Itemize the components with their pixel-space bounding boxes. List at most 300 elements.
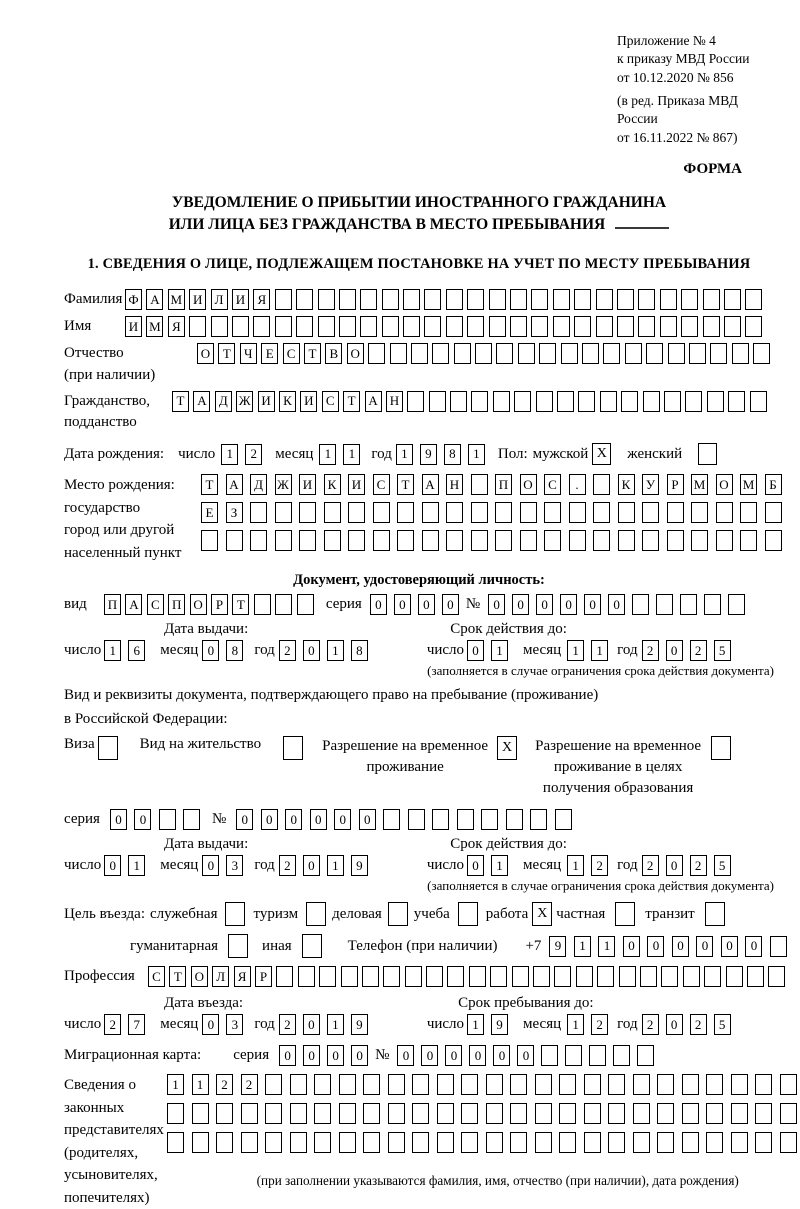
char-cell[interactable]: 2	[279, 855, 296, 876]
char-cell[interactable]	[383, 966, 400, 987]
char-cell[interactable]	[660, 316, 677, 337]
char-cell[interactable]	[704, 966, 721, 987]
char-cell[interactable]: Ж	[236, 391, 253, 412]
char-cell[interactable]: 0	[536, 594, 553, 615]
char-cell[interactable]: О	[520, 474, 537, 495]
char-cell[interactable]: 0	[421, 1045, 438, 1066]
char-cell[interactable]: О	[347, 343, 364, 364]
char-cell[interactable]	[643, 391, 660, 412]
char-cell[interactable]: 0	[303, 855, 320, 876]
char-cell[interactable]	[506, 809, 523, 830]
char-cell[interactable]	[582, 343, 599, 364]
char-cell[interactable]: Н	[386, 391, 403, 412]
purpose-study-checkbox[interactable]	[458, 902, 478, 926]
char-cell[interactable]	[383, 809, 400, 830]
char-cell[interactable]: 0	[517, 1045, 534, 1066]
char-cell[interactable]	[561, 343, 578, 364]
char-cell[interactable]: .	[569, 474, 586, 495]
purpose-other-checkbox[interactable]	[302, 934, 322, 958]
char-cell[interactable]	[241, 1132, 258, 1153]
char-cell[interactable]	[642, 530, 659, 551]
char-cell[interactable]	[618, 502, 635, 523]
char-cell[interactable]	[159, 809, 176, 830]
char-cell[interactable]: Я	[234, 966, 251, 987]
char-cell[interactable]	[461, 1132, 478, 1153]
char-cell[interactable]	[167, 1132, 184, 1153]
char-cell[interactable]	[339, 316, 356, 337]
char-cell[interactable]	[596, 289, 613, 310]
char-cell[interactable]: П	[104, 594, 121, 615]
char-cell[interactable]: 3	[226, 855, 243, 876]
char-cell[interactable]	[535, 1132, 552, 1153]
char-cell[interactable]	[475, 343, 492, 364]
char-cell[interactable]	[668, 343, 685, 364]
char-cell[interactable]: С	[283, 343, 300, 364]
char-cell[interactable]	[360, 316, 377, 337]
char-cell[interactable]	[216, 1132, 233, 1153]
char-cell[interactable]	[682, 1103, 699, 1124]
char-cell[interactable]	[633, 1132, 650, 1153]
char-cell[interactable]: 1	[591, 640, 608, 661]
char-cell[interactable]	[747, 966, 764, 987]
char-cell[interactable]	[314, 1103, 331, 1124]
char-cell[interactable]	[555, 809, 572, 830]
char-cell[interactable]: С	[148, 966, 165, 987]
char-cell[interactable]	[253, 316, 270, 337]
char-cell[interactable]: И	[300, 391, 317, 412]
char-cell[interactable]: Т	[201, 474, 218, 495]
char-cell[interactable]	[559, 1103, 576, 1124]
char-cell[interactable]	[493, 391, 510, 412]
char-cell[interactable]: 0	[467, 855, 484, 876]
char-cell[interactable]: 0	[418, 594, 435, 615]
char-cell[interactable]	[447, 966, 464, 987]
char-cell[interactable]	[608, 1103, 625, 1124]
char-cell[interactable]	[716, 502, 733, 523]
char-cell[interactable]: М	[740, 474, 757, 495]
char-cell[interactable]	[603, 343, 620, 364]
char-cell[interactable]	[765, 502, 782, 523]
char-cell[interactable]	[681, 316, 698, 337]
char-cell[interactable]	[412, 1103, 429, 1124]
char-cell[interactable]: 0	[488, 594, 505, 615]
char-cell[interactable]	[496, 343, 513, 364]
char-cell[interactable]	[638, 289, 655, 310]
char-cell[interactable]	[424, 289, 441, 310]
char-cell[interactable]	[613, 1045, 630, 1066]
purpose-official-checkbox[interactable]	[225, 902, 245, 926]
char-cell[interactable]	[226, 530, 243, 551]
char-cell[interactable]: 1	[598, 936, 615, 957]
char-cell[interactable]	[348, 530, 365, 551]
char-cell[interactable]	[731, 1132, 748, 1153]
char-cell[interactable]	[646, 343, 663, 364]
char-cell[interactable]: М	[691, 474, 708, 495]
char-cell[interactable]	[780, 1132, 797, 1153]
char-cell[interactable]	[510, 1132, 527, 1153]
char-cell[interactable]: П	[168, 594, 185, 615]
char-cell[interactable]: Ч	[240, 343, 257, 364]
purpose-private-checkbox[interactable]	[615, 902, 635, 926]
char-cell[interactable]	[520, 530, 537, 551]
char-cell[interactable]: И	[125, 316, 142, 337]
char-cell[interactable]: 0	[310, 809, 327, 830]
char-cell[interactable]: Я	[168, 316, 185, 337]
char-cell[interactable]: 3	[226, 1014, 243, 1035]
char-cell[interactable]: Р	[255, 966, 272, 987]
char-cell[interactable]	[617, 316, 634, 337]
char-cell[interactable]: 2	[642, 855, 659, 876]
char-cell[interactable]: 2	[279, 640, 296, 661]
char-cell[interactable]	[557, 391, 574, 412]
char-cell[interactable]	[750, 391, 767, 412]
char-cell[interactable]	[189, 316, 206, 337]
char-cell[interactable]: М	[146, 316, 163, 337]
char-cell[interactable]	[275, 530, 292, 551]
char-cell[interactable]	[576, 966, 593, 987]
char-cell[interactable]	[514, 391, 531, 412]
char-cell[interactable]	[412, 1074, 429, 1095]
char-cell[interactable]	[373, 530, 390, 551]
char-cell[interactable]	[339, 1132, 356, 1153]
char-cell[interactable]: 0	[397, 1045, 414, 1066]
char-cell[interactable]	[559, 1132, 576, 1153]
char-cell[interactable]: 0	[202, 1014, 219, 1035]
char-cell[interactable]	[565, 1045, 582, 1066]
char-cell[interactable]	[407, 391, 424, 412]
char-cell[interactable]	[593, 502, 610, 523]
char-cell[interactable]	[755, 1132, 772, 1153]
char-cell[interactable]: Т	[169, 966, 186, 987]
char-cell[interactable]	[192, 1132, 209, 1153]
char-cell[interactable]	[276, 966, 293, 987]
char-cell[interactable]: 0	[110, 809, 127, 830]
char-cell[interactable]: 0	[351, 1045, 368, 1066]
char-cell[interactable]: 1	[467, 1014, 484, 1035]
char-cell[interactable]: Б	[765, 474, 782, 495]
char-cell[interactable]	[324, 502, 341, 523]
char-cell[interactable]	[531, 289, 548, 310]
char-cell[interactable]	[363, 1074, 380, 1095]
char-cell[interactable]	[768, 966, 785, 987]
char-cell[interactable]	[437, 1103, 454, 1124]
char-cell[interactable]	[490, 966, 507, 987]
char-cell[interactable]: 2	[279, 1014, 296, 1035]
char-cell[interactable]: Д	[215, 391, 232, 412]
char-cell[interactable]	[183, 809, 200, 830]
char-cell[interactable]	[770, 936, 787, 957]
char-cell[interactable]	[633, 1074, 650, 1095]
char-cell[interactable]	[518, 343, 535, 364]
char-cell[interactable]	[637, 1045, 654, 1066]
char-cell[interactable]	[432, 809, 449, 830]
char-cell[interactable]	[446, 530, 463, 551]
char-cell[interactable]	[275, 316, 292, 337]
char-cell[interactable]	[553, 316, 570, 337]
char-cell[interactable]	[290, 1103, 307, 1124]
char-cell[interactable]	[362, 966, 379, 987]
char-cell[interactable]	[318, 316, 335, 337]
char-cell[interactable]	[661, 966, 678, 987]
char-cell[interactable]: 8	[444, 444, 461, 465]
char-cell[interactable]: 9	[491, 1014, 508, 1035]
char-cell[interactable]: К	[324, 474, 341, 495]
char-cell[interactable]	[554, 966, 571, 987]
char-cell[interactable]	[703, 289, 720, 310]
char-cell[interactable]	[314, 1132, 331, 1153]
char-cell[interactable]	[265, 1074, 282, 1095]
char-cell[interactable]	[510, 1103, 527, 1124]
char-cell[interactable]: Л	[212, 966, 229, 987]
char-cell[interactable]	[584, 1132, 601, 1153]
char-cell[interactable]	[232, 316, 249, 337]
char-cell[interactable]	[657, 1132, 674, 1153]
char-cell[interactable]	[633, 1103, 650, 1124]
char-cell[interactable]	[593, 530, 610, 551]
char-cell[interactable]: И	[189, 289, 206, 310]
char-cell[interactable]	[314, 1074, 331, 1095]
char-cell[interactable]	[544, 530, 561, 551]
char-cell[interactable]	[657, 1074, 674, 1095]
char-cell[interactable]	[706, 1103, 723, 1124]
char-cell[interactable]	[467, 316, 484, 337]
char-cell[interactable]	[319, 966, 336, 987]
char-cell[interactable]	[536, 391, 553, 412]
char-cell[interactable]	[574, 316, 591, 337]
char-cell[interactable]	[732, 343, 749, 364]
char-cell[interactable]	[489, 316, 506, 337]
char-cell[interactable]	[682, 1132, 699, 1153]
char-cell[interactable]	[422, 530, 439, 551]
char-cell[interactable]	[632, 594, 649, 615]
char-cell[interactable]: 1	[327, 1014, 344, 1035]
char-cell[interactable]: 2	[216, 1074, 233, 1095]
char-cell[interactable]: 0	[334, 809, 351, 830]
char-cell[interactable]: 0	[608, 594, 625, 615]
char-cell[interactable]	[574, 289, 591, 310]
char-cell[interactable]: Р	[667, 474, 684, 495]
char-cell[interactable]	[731, 1074, 748, 1095]
char-cell[interactable]: 1	[104, 640, 121, 661]
char-cell[interactable]: 1	[491, 855, 508, 876]
char-cell[interactable]	[740, 502, 757, 523]
char-cell[interactable]	[486, 1074, 503, 1095]
char-cell[interactable]: 8	[226, 640, 243, 661]
char-cell[interactable]	[660, 289, 677, 310]
char-cell[interactable]	[584, 1103, 601, 1124]
char-cell[interactable]	[667, 530, 684, 551]
char-cell[interactable]: 0	[202, 640, 219, 661]
char-cell[interactable]	[680, 594, 697, 615]
char-cell[interactable]: 0	[493, 1045, 510, 1066]
char-cell[interactable]: 0	[303, 1045, 320, 1066]
purpose-tourism-checkbox[interactable]	[306, 902, 326, 926]
char-cell[interactable]	[290, 1074, 307, 1095]
char-cell[interactable]	[691, 502, 708, 523]
char-cell[interactable]	[254, 594, 271, 615]
char-cell[interactable]: 2	[642, 640, 659, 661]
char-cell[interactable]	[437, 1074, 454, 1095]
char-cell[interactable]	[753, 343, 770, 364]
char-cell[interactable]	[296, 289, 313, 310]
char-cell[interactable]: 0	[469, 1045, 486, 1066]
char-cell[interactable]	[422, 502, 439, 523]
char-cell[interactable]	[617, 289, 634, 310]
purpose-humanitarian-checkbox[interactable]	[228, 934, 248, 958]
char-cell[interactable]: И	[258, 391, 275, 412]
char-cell[interactable]	[471, 391, 488, 412]
char-cell[interactable]	[216, 1103, 233, 1124]
char-cell[interactable]: 1	[128, 855, 145, 876]
residence-permit-checkbox[interactable]	[283, 736, 303, 760]
char-cell[interactable]	[706, 1132, 723, 1153]
char-cell[interactable]: Д	[250, 474, 267, 495]
char-cell[interactable]	[446, 289, 463, 310]
purpose-transit-checkbox[interactable]	[705, 902, 725, 926]
char-cell[interactable]: А	[125, 594, 142, 615]
char-cell[interactable]: И	[232, 289, 249, 310]
char-cell[interactable]	[471, 530, 488, 551]
char-cell[interactable]	[318, 289, 335, 310]
char-cell[interactable]: Л	[211, 289, 228, 310]
char-cell[interactable]: 0	[442, 594, 459, 615]
char-cell[interactable]	[530, 809, 547, 830]
char-cell[interactable]	[745, 316, 762, 337]
char-cell[interactable]	[348, 502, 365, 523]
char-cell[interactable]	[368, 343, 385, 364]
char-cell[interactable]: 5	[714, 1014, 731, 1035]
char-cell[interactable]	[467, 289, 484, 310]
char-cell[interactable]	[724, 289, 741, 310]
char-cell[interactable]	[250, 530, 267, 551]
char-cell[interactable]	[726, 966, 743, 987]
char-cell[interactable]: 0	[236, 809, 253, 830]
char-cell[interactable]	[296, 316, 313, 337]
char-cell[interactable]: 0	[445, 1045, 462, 1066]
char-cell[interactable]: Я	[253, 289, 270, 310]
char-cell[interactable]: Р	[211, 594, 228, 615]
char-cell[interactable]	[512, 966, 529, 987]
char-cell[interactable]	[740, 530, 757, 551]
char-cell[interactable]	[299, 502, 316, 523]
char-cell[interactable]	[593, 474, 610, 495]
char-cell[interactable]	[339, 289, 356, 310]
char-cell[interactable]: 0	[666, 640, 683, 661]
char-cell[interactable]	[638, 316, 655, 337]
char-cell[interactable]: 1	[343, 444, 360, 465]
char-cell[interactable]: 0	[512, 594, 529, 615]
char-cell[interactable]	[657, 1103, 674, 1124]
char-cell[interactable]	[373, 502, 390, 523]
char-cell[interactable]: 0	[261, 809, 278, 830]
char-cell[interactable]: С	[373, 474, 390, 495]
char-cell[interactable]	[241, 1103, 258, 1124]
char-cell[interactable]: 1	[396, 444, 413, 465]
char-cell[interactable]	[388, 1132, 405, 1153]
char-cell[interactable]	[481, 809, 498, 830]
char-cell[interactable]: 0	[623, 936, 640, 957]
char-cell[interactable]	[405, 966, 422, 987]
char-cell[interactable]: У	[642, 474, 659, 495]
char-cell[interactable]: 0	[696, 936, 713, 957]
char-cell[interactable]: 0	[303, 1014, 320, 1035]
visa-checkbox[interactable]	[98, 736, 118, 760]
sex-female-checkbox[interactable]	[698, 443, 717, 465]
char-cell[interactable]	[290, 1132, 307, 1153]
char-cell[interactable]: 6	[128, 640, 145, 661]
temp-residence-education-checkbox[interactable]	[711, 736, 731, 760]
char-cell[interactable]: Е	[201, 502, 218, 523]
char-cell[interactable]: 2	[241, 1074, 258, 1095]
char-cell[interactable]: И	[299, 474, 316, 495]
char-cell[interactable]: 0	[745, 936, 762, 957]
char-cell[interactable]: 0	[285, 809, 302, 830]
char-cell[interactable]	[450, 391, 467, 412]
char-cell[interactable]	[619, 966, 636, 987]
char-cell[interactable]	[510, 1074, 527, 1095]
char-cell[interactable]	[275, 502, 292, 523]
char-cell[interactable]	[341, 966, 358, 987]
char-cell[interactable]: 0	[359, 809, 376, 830]
char-cell[interactable]	[469, 966, 486, 987]
char-cell[interactable]	[211, 316, 228, 337]
char-cell[interactable]	[192, 1103, 209, 1124]
char-cell[interactable]	[382, 289, 399, 310]
char-cell[interactable]: 9	[420, 444, 437, 465]
char-cell[interactable]: З	[226, 502, 243, 523]
char-cell[interactable]: С	[544, 474, 561, 495]
char-cell[interactable]: 0	[647, 936, 664, 957]
char-cell[interactable]: 1	[468, 444, 485, 465]
char-cell[interactable]	[683, 966, 700, 987]
char-cell[interactable]	[728, 594, 745, 615]
char-cell[interactable]	[424, 316, 441, 337]
char-cell[interactable]	[539, 343, 556, 364]
temp-residence-checkbox[interactable]: X	[497, 736, 517, 760]
char-cell[interactable]	[382, 316, 399, 337]
char-cell[interactable]: 8	[351, 640, 368, 661]
char-cell[interactable]: А	[422, 474, 439, 495]
char-cell[interactable]	[685, 391, 702, 412]
char-cell[interactable]: 1	[167, 1074, 184, 1095]
char-cell[interactable]	[691, 530, 708, 551]
char-cell[interactable]	[706, 1074, 723, 1095]
char-cell[interactable]: 1	[327, 640, 344, 661]
char-cell[interactable]: А	[365, 391, 382, 412]
char-cell[interactable]: О	[716, 474, 733, 495]
char-cell[interactable]	[625, 343, 642, 364]
char-cell[interactable]	[608, 1074, 625, 1095]
char-cell[interactable]: В	[325, 343, 342, 364]
char-cell[interactable]: 0	[721, 936, 738, 957]
char-cell[interactable]: 7	[128, 1014, 145, 1035]
char-cell[interactable]: 9	[549, 936, 566, 957]
char-cell[interactable]	[755, 1074, 772, 1095]
char-cell[interactable]: 0	[327, 1045, 344, 1066]
char-cell[interactable]	[533, 966, 550, 987]
char-cell[interactable]	[461, 1074, 478, 1095]
char-cell[interactable]	[388, 1074, 405, 1095]
char-cell[interactable]	[411, 343, 428, 364]
char-cell[interactable]	[597, 966, 614, 987]
char-cell[interactable]: А	[193, 391, 210, 412]
char-cell[interactable]	[682, 1074, 699, 1095]
char-cell[interactable]	[520, 502, 537, 523]
char-cell[interactable]	[275, 289, 292, 310]
char-cell[interactable]	[584, 1074, 601, 1095]
char-cell[interactable]	[403, 316, 420, 337]
char-cell[interactable]: 1	[567, 1014, 584, 1035]
